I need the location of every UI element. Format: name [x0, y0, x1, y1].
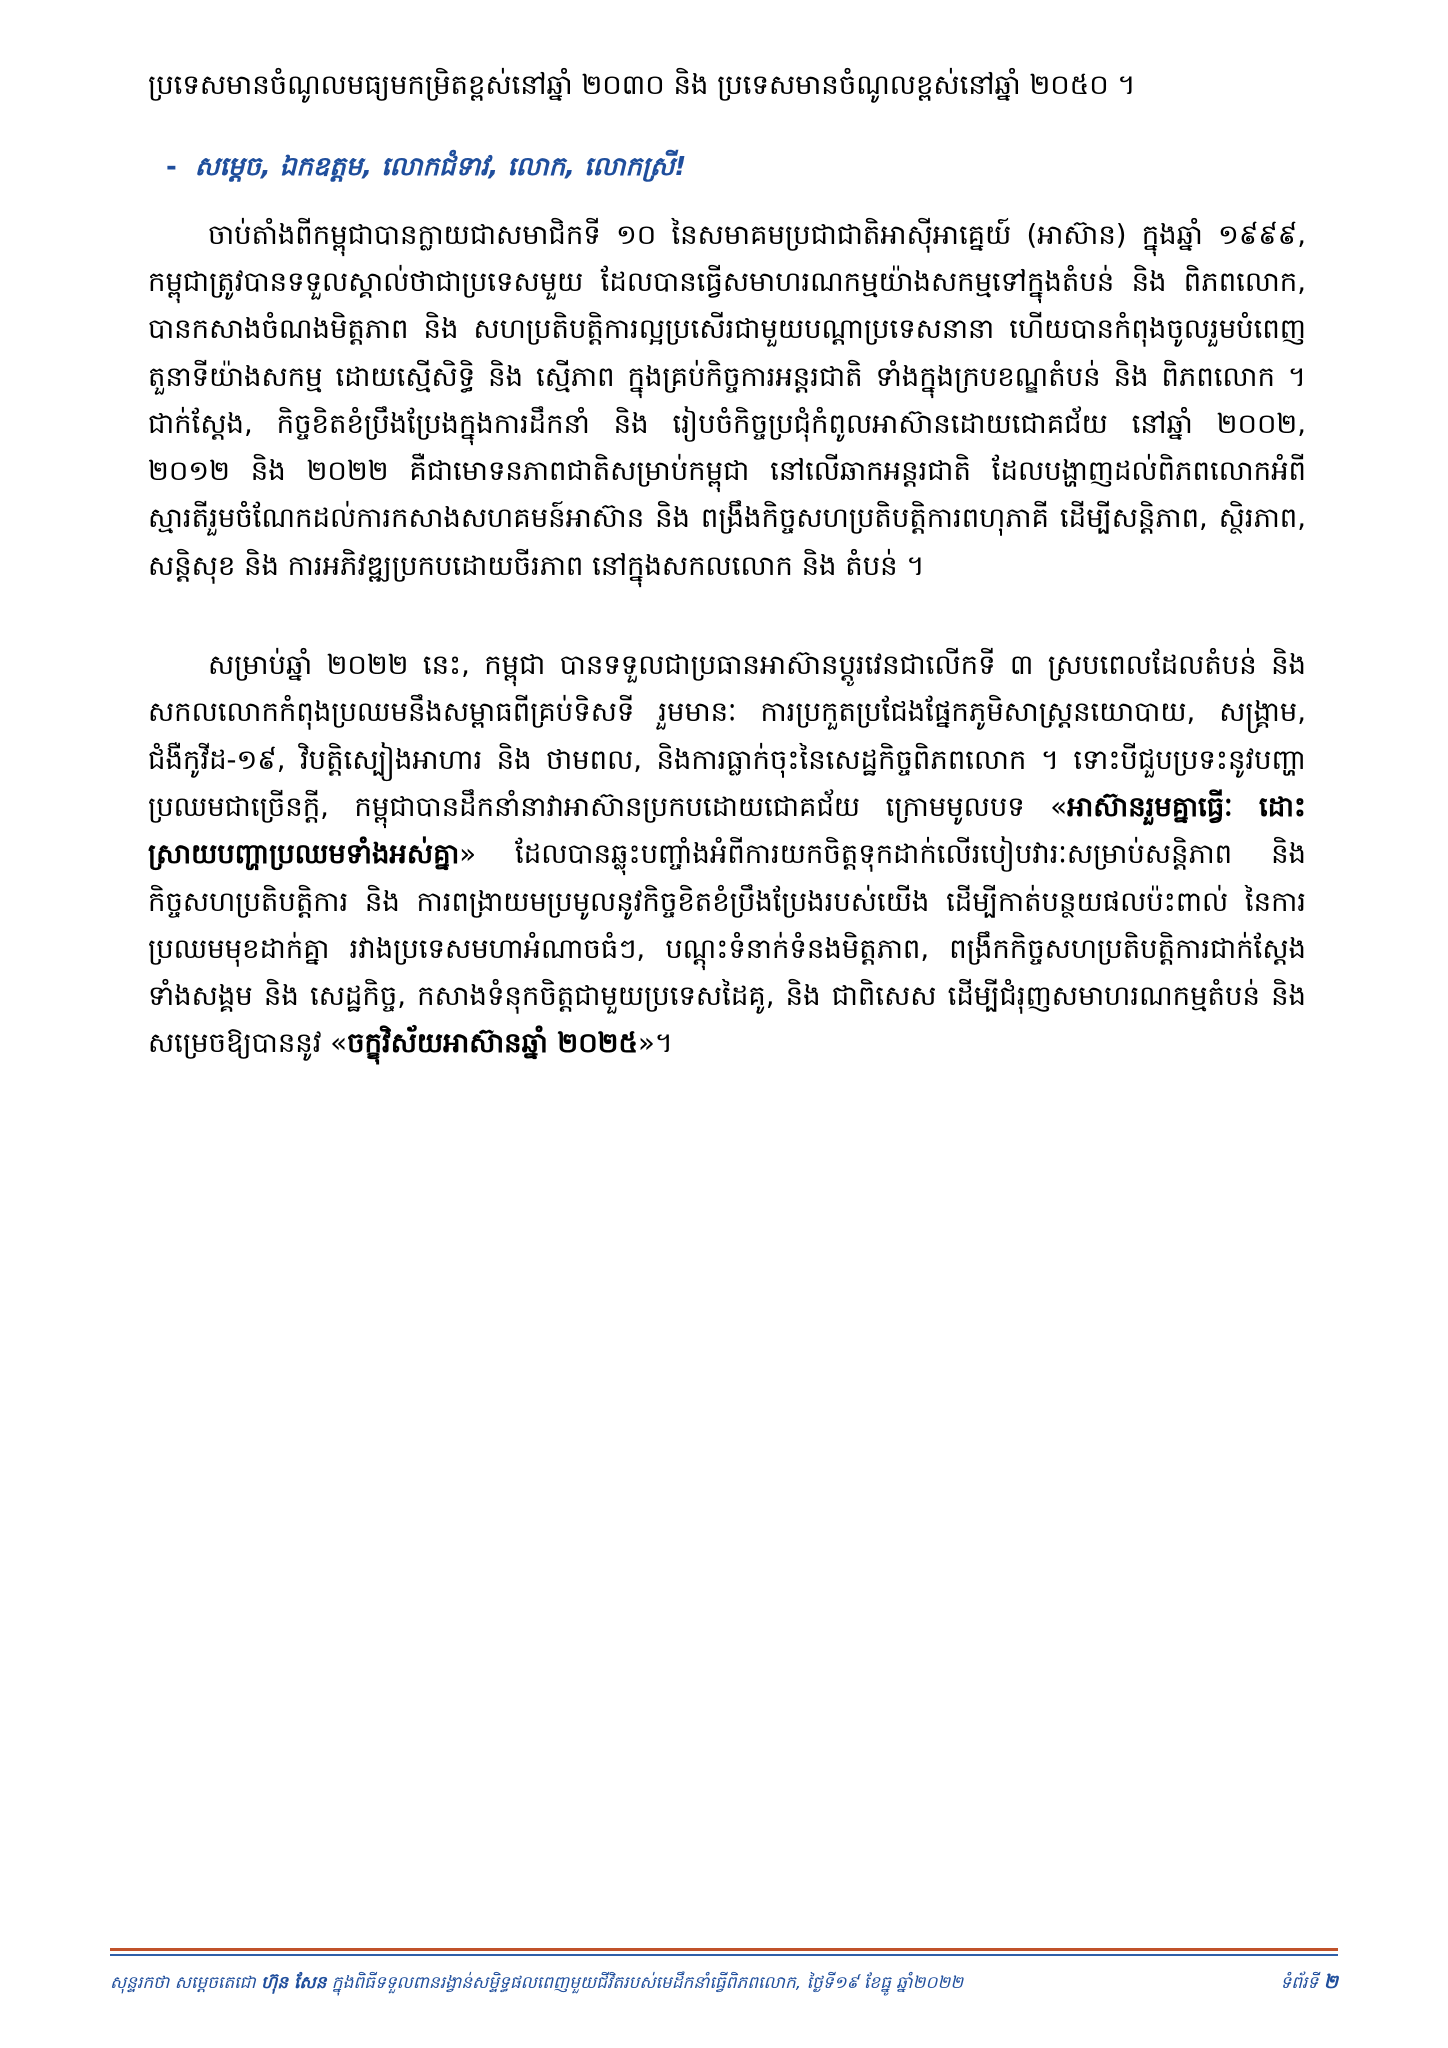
footer-rule-blue	[110, 1954, 1338, 1956]
salutation-bullet	[148, 149, 1306, 185]
paragraph-continuation: ប្រទេសមានចំណូលមធ្យមកម្រិតខ្ពស់នៅឆ្នាំ ២០៣០ និង ប្រទេសមានចំណូលខ្ពស់នៅឆ្នាំ ២០៥០ ។	[148, 69, 1136, 101]
vision-title-bold: ចក្ខុវិស័យអាស៊ានឆ្នាំ ២០២៥	[347, 1027, 638, 1060]
page-number-value: ២	[1323, 1971, 1338, 1993]
theme-title-bold: អាស៊ានរួមគ្នាធ្វើៈ ដោះស្រាយបញ្ហាប្រឈមទាំងអស់គ្នា	[148, 790, 1306, 871]
footer-source-text	[110, 1972, 963, 1997]
spacer	[148, 109, 1306, 149]
footer-text-part-1: សុន្ទរកថា សម្ដេចតេជោ	[110, 1973, 262, 1993]
paragraph-part-mid: » ដែលបានឆ្លុះបញ្ចាំងអំពីការយកចិត្តទុកដាក់លើរបៀបវារៈសម្រាប់សន្តិភាព និង កិច្ចសហប្រតិបត្តិការ និង ការពង្រាយមប្រមូលនូវកិច្ចខិតខំប្រឹងប្រែងរបស់យើង ដើម្បីកាត់បន្ថយផលប៉ះពាល់ នៃការប្រឈមមុខដាក់គ្នា រវាងប្រទេសមហាអំណាចធំៗ, បណ្ដុះទំនាក់ទំនងមិត្តភាព, ពង្រឹកកិច្ចសហប្រតិបត្តិការជាក់ស្ដែង ទាំងសង្គម និង សេដ្ឋកិច្ច, កសាងទំនុកចិត្តជាមួយប្រទេសដៃគូ, និង ជាពិសេស ដើម្បីជំរុញសមាហរណកម្មតំបន់ និងសម្រេចឱ្យបាននូវ «	[148, 838, 1306, 1060]
bullet-dash-icon: -	[166, 152, 177, 183]
footer-name-bold: ហ៊ុន សែន	[261, 1973, 327, 1993]
spacer	[148, 186, 1306, 212]
paragraph-asean-membership: ចាប់តាំងពីកម្ពុជាបានក្លាយជាសមាជិកទី ១០ នៃសមាគមប្រជាជាតិអាស៊ីអាគ្នេយ៍ (អាស៊ាន) ក្នុងឆ្នាំ ១៩៩៩, កម្ពុជាត្រូវបានទទួលស្គាល់ថាជាប្រទេសមួយ ដែលបានធ្វើសមាហរណកម្មយ៉ាងសកម្មទៅក្នុងតំបន់ និង ពិភពលោក, បានកសាងចំណងមិត្តភាព និង សហប្រតិបត្តិការល្អប្រសើរជាមួយបណ្ដាប្រទេសនានា ហើយបានកំពុងចូលរួមបំពេញតួនាទីយ៉ាងសកម្ម ដោយស្មើសិទ្ធិ និង ស្មើភាព ក្នុងគ្រប់កិច្ចការអន្តរជាតិ ទាំងក្នុងក្របខណ្ឌតំបន់ និង ពិភពលោក ។ ជាក់ស្ដែង, កិច្ចខិតខំប្រឹងប្រែងក្នុងការដឹកនាំ និង រៀបចំកិច្ចប្រជុំកំពូលអាស៊ានដោយជោគជ័យ នៅឆ្នាំ ២០០២, ២០១២ និង ២០២២ គឺជាមោទនភាពជាតិសម្រាប់កម្ពុជា នៅលើឆាកអន្តរជាតិ ដែលបង្ហាញដល់ពិភពលោកអំពីស្មារតីរួមចំណែកដល់ការកសាងសហគមន៍អាស៊ាន និង ពង្រឹងកិច្ចសហប្រតិបត្តិការពហុភាគី ដើម្បីសន្តិភាព, ស្ថិរភាព, សន្តិសុខ និង ការអភិវឌ្ឍប្រកបដោយចីរភាព នៅក្នុងសកលលោក និង តំបន់ ។	[148, 218, 1306, 582]
salutation-text: សម្ដេច, ឯកឧត្ដម, លោកជំទាវ, លោក, លោកស្រី!	[194, 152, 687, 183]
spacer	[148, 590, 1306, 642]
paragraph-part-end: »។	[637, 1027, 673, 1060]
page-number	[1266, 1970, 1338, 1998]
footer-text-part-2: ក្នុងពិធីទទួលពានរង្វាន់សម្ទិទ្ធផលពេញមួយជីវិតរបស់មេដឹកនាំធ្វើពិភពលោក, ថ្ងៃទី១៩ ខែធ្នូ ឆ្នាំ២០២២	[326, 1973, 964, 1993]
paragraph-chairmanship-2022	[148, 642, 1306, 1068]
document-body	[148, 62, 1306, 1068]
footer-divider	[110, 1948, 1338, 1956]
paragraph-part-pre: សម្រាប់ឆ្នាំ ២០២២ នេះ, កម្ពុជា បានទទួលជាប្រធានអាស៊ានប្ដូរវេនជាលើកទី ៣ ស្របពេលដែលតំបន់ និង សកលលោកកំពុងប្រឈមនឹងសម្ពាធពីគ្រប់ទិសទី រួមមានៈ ការប្រកួតប្រជែងផ្នែកភូមិសាស្ត្រនយោបាយ, សង្គ្រាម, ជំងឺកូវីដ-១៩, វិបត្តិស្បៀងអាហារ និង ថាមពល, និងការធ្លាក់ចុះនៃសេដ្ឋកិច្ចពិភពលោក ។ ទោះបីជួបប្រទះនូវបញ្ហាប្រឈមជាច្រើនក្ដី, កម្ពុជាបានដឹកនាំនាវាអាស៊ានប្រកបដោយជោគជ័យ ក្រោមមូលបទ «	[148, 649, 1306, 823]
page-number-label: ទំព័រទី	[1280, 1973, 1324, 1993]
page-footer	[110, 1970, 1338, 1998]
footer-rule-orange	[110, 1948, 1338, 1951]
